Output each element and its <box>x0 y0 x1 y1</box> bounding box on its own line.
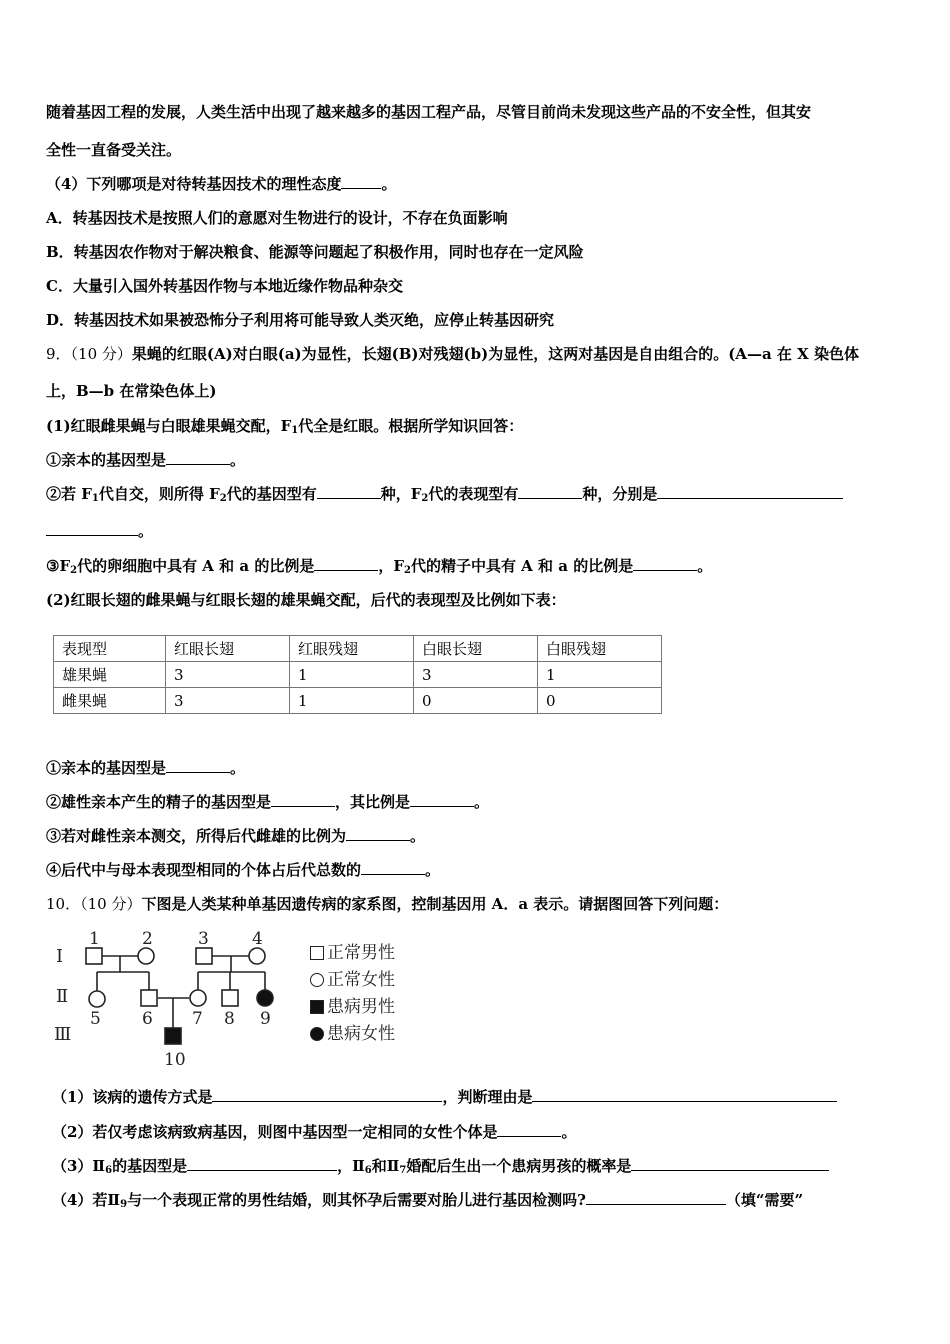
q9-part2-sub2 <box>46 792 906 812</box>
period: 。 <box>425 861 441 879</box>
q9-t3-text: ③若对雌性亲本测交，所得后代雌雄的比例为 <box>46 827 347 845</box>
q9-sub2-text-d: 种，F <box>380 485 422 503</box>
legend-item <box>310 940 395 967</box>
table-header-cell: 红眼残翅 <box>290 636 414 662</box>
answer-blank[interactable] <box>271 792 335 807</box>
subscript: 6 <box>105 1165 113 1176</box>
legend-item <box>310 994 395 1021</box>
table-row <box>54 662 662 688</box>
q9-sub1-text: ①亲本的基因型是 <box>46 451 167 469</box>
individual-label: 7 <box>192 1009 203 1029</box>
affected-female-symbol <box>257 990 273 1006</box>
normal-female-symbol <box>138 948 154 964</box>
normal-male-icon <box>310 946 324 960</box>
table-header-cell: 红眼长翅 <box>166 636 290 662</box>
q9-t2-text-b: ，其比例是 <box>335 793 411 811</box>
individual-label: 9 <box>260 1009 271 1029</box>
subscript: 2 <box>403 565 411 576</box>
answer-blank[interactable] <box>518 484 582 499</box>
q10-a3-text-a: （3）Ⅱ <box>52 1157 106 1175</box>
q4-option-a: A．转基因技术是按照人们的意愿对生物进行的设计，不存在负面影响 <box>46 209 508 227</box>
q10-a3-text-c: ，Ⅱ <box>337 1157 365 1175</box>
answer-blank[interactable] <box>633 556 697 571</box>
generation-label: Ⅰ <box>56 946 64 967</box>
table-header-cell: 白眼长翅 <box>414 636 538 662</box>
answer-blank[interactable] <box>586 1190 726 1205</box>
q9-stem-text: 果蝇的红眼(A)对白眼(a)为显性，长翅(B)对残翅(b)为显性，这两对基因是自由组合的。(A—a 在 X 染色体 <box>131 345 859 363</box>
answer-blank[interactable] <box>410 792 474 807</box>
q9-part2-sub4 <box>46 860 906 880</box>
period: 。 <box>230 451 246 469</box>
q10-a1-text-a: （1）该病的遗传方式是 <box>52 1088 213 1106</box>
q9-sub2-text-e: 代的表现型有 <box>428 485 519 503</box>
table-row <box>54 688 662 714</box>
affected-male-symbol <box>165 1028 181 1044</box>
pedigree-diagram <box>46 922 306 1072</box>
legend-label: 患病女性 <box>327 1024 395 1044</box>
individual-label: 10 <box>164 1050 186 1070</box>
q10-number: 10．（10 分） <box>46 895 142 913</box>
table-cell: 1 <box>290 688 414 714</box>
generation-label: Ⅲ <box>54 1024 72 1045</box>
q9-stem-line-2: 上，B—b 在常染色体上) <box>46 382 217 400</box>
q4-stem-text: （4）下列哪项是对待转基因技术的理性态度 <box>46 175 342 193</box>
q9-stem-line-1 <box>46 344 906 364</box>
subscript: 6 <box>364 1165 372 1176</box>
normal-male-symbol <box>222 990 238 1006</box>
subscript: 2 <box>421 493 429 504</box>
legend-label: 正常男性 <box>327 943 395 963</box>
q10-a3-text-d: 和Ⅱ <box>371 1157 400 1175</box>
q9-part1-text-a: (1)红眼雌果蝇与白眼雄果蝇交配，F <box>46 417 292 435</box>
subscript: 2 <box>70 565 78 576</box>
answer-blank[interactable] <box>46 521 138 536</box>
q10-sub1 <box>52 1087 912 1107</box>
q10-a4-text-a: （4）若Ⅱ <box>52 1191 121 1209</box>
normal-female-symbol <box>190 990 206 1006</box>
q4-stem <box>46 174 906 194</box>
table-cell: 0 <box>538 688 662 714</box>
generation-label: Ⅱ <box>56 986 69 1007</box>
table-cell: 1 <box>538 662 662 688</box>
q9-sub2-text-a: ②若 F <box>46 485 92 503</box>
q10-a2-text: （2）若仅考虑该病致病基因，则图中基因型一定相同的女性个体是 <box>52 1123 498 1141</box>
q9-sub2-text-b: 代自交，则所得 F <box>98 485 220 503</box>
q9-sub3-text-c: ，F <box>378 557 404 575</box>
q9-t1-text: ①亲本的基因型是 <box>46 759 167 777</box>
table-header-cell: 白眼残翅 <box>538 636 662 662</box>
normal-female-symbol <box>89 991 105 1007</box>
q10-a1-text-b: ，判断理由是 <box>442 1088 533 1106</box>
q9-sub3-text-a: ③F <box>46 557 71 575</box>
period: 。 <box>410 827 426 845</box>
normal-male-symbol <box>141 990 157 1006</box>
period: 。 <box>697 557 713 575</box>
q10-sub3 <box>52 1156 912 1181</box>
intro-line-1: 随着基因工程的发展，人类生活中出现了越来越多的基因工程产品，尽管目前尚未发现这些产品的不安全性，但其安 <box>46 103 812 121</box>
q9-t2-text-a: ②雄性亲本产生的精子的基因型是 <box>46 793 272 811</box>
q9-part1-sub1 <box>46 450 906 470</box>
q9-sub2-text-f: 种，分别是 <box>582 485 658 503</box>
period: 。 <box>561 1123 577 1141</box>
legend-item <box>310 967 395 994</box>
normal-female-symbol <box>249 948 265 964</box>
q9-part1-sub3 <box>46 556 906 581</box>
table-cell: 3 <box>166 688 290 714</box>
table-cell: 1 <box>290 662 414 688</box>
normal-male-symbol <box>86 948 102 964</box>
pedigree-legend <box>310 940 395 1048</box>
q9-part2-intro: (2)红眼长翅的雌果蝇与红眼长翅的雄果蝇交配，后代的表现型及比例如下表： <box>46 591 566 609</box>
answer-blank[interactable] <box>212 1087 442 1102</box>
q4-option-b: B．转基因农作物对于解决粮食、能源等问题起了积极作用，同时也存在一定风险 <box>46 243 584 261</box>
answer-blank[interactable] <box>166 758 230 773</box>
answer-blank[interactable] <box>631 1156 829 1171</box>
q9-part1-intro <box>46 416 906 441</box>
legend-label: 正常女性 <box>327 970 395 990</box>
period: 。 <box>230 759 246 777</box>
period: 。 <box>474 793 490 811</box>
legend-item <box>310 1021 395 1048</box>
q9-part1-sub2-cont <box>46 521 906 541</box>
table-cell: 0 <box>414 688 538 714</box>
answer-blank[interactable] <box>657 484 843 499</box>
answer-blank[interactable] <box>166 450 230 465</box>
q10-a3-text-b: 的基因型是 <box>112 1157 188 1175</box>
q4-stem-end: 。 <box>381 175 397 193</box>
table-header-cell: 表现型 <box>54 636 166 662</box>
q9-t4-text: ④后代中与母本表现型相同的个体占后代总数的 <box>46 861 362 879</box>
period: 。 <box>138 522 154 540</box>
q10-stem-text: 下图是人类某种单基因遗传病的家系图，控制基因用 A．a 表示。请据图回答下列问题： <box>141 895 729 913</box>
individual-label: 3 <box>198 929 209 949</box>
q9-sub3-text-b: 代的卵细胞中具有 A 和 a 的比例是 <box>77 557 315 575</box>
answer-blank[interactable] <box>361 860 425 875</box>
individual-label: 1 <box>89 929 100 949</box>
individual-label: 4 <box>252 929 263 949</box>
answer-blank[interactable] <box>532 1087 837 1102</box>
q9-sub2-text-c: 代的基因型有 <box>226 485 317 503</box>
phenotype-table <box>53 635 662 714</box>
q4-option-d: D．转基因技术如果被恐怖分子利用将可能导致人类灭绝，应停止转基因研究 <box>46 311 555 329</box>
subscript: 2 <box>219 493 227 504</box>
q4-option-c: C．大量引入国外转基因作物与本地近缘作物品种杂交 <box>46 277 403 295</box>
table-cell: 3 <box>414 662 538 688</box>
normal-male-symbol <box>196 948 212 964</box>
q10-a3-text-e: 婚配后生出一个患病男孩的概率是 <box>406 1157 632 1175</box>
subscript: 7 <box>399 1165 407 1176</box>
table-header-row <box>54 636 662 662</box>
subscript: 9 <box>120 1199 128 1210</box>
individual-label: 6 <box>142 1009 153 1029</box>
answer-blank[interactable] <box>314 556 378 571</box>
normal-female-icon <box>310 973 324 987</box>
q10-sub4 <box>52 1190 912 1215</box>
table-cell: 3 <box>166 662 290 688</box>
individual-label: 5 <box>90 1009 101 1029</box>
q10-stem <box>46 894 906 914</box>
individual-label: 8 <box>224 1009 235 1029</box>
q9-part1-text-b: 代全是红眼。根据所学知识回答： <box>298 417 524 435</box>
q9-number: 9．（10 分） <box>46 345 132 363</box>
q10-a4-text-b: 与一个表现正常的男性结婚，则其怀孕后需要对胎儿进行基因检测吗? <box>127 1191 586 1209</box>
affected-male-icon <box>310 1000 324 1014</box>
table-cell: 雄果蝇 <box>54 662 166 688</box>
answer-blank[interactable] <box>346 826 410 841</box>
answer-blank[interactable] <box>187 1156 337 1171</box>
q9-part2-sub3 <box>46 826 906 846</box>
answer-blank[interactable] <box>497 1122 561 1137</box>
q9-part1-sub2 <box>46 484 906 509</box>
q9-part2-sub1 <box>46 758 906 778</box>
legend-label: 患病男性 <box>327 997 395 1017</box>
subscript: 1 <box>291 425 299 436</box>
intro-line-2: 全性一直备受关注。 <box>46 141 182 159</box>
q10-a4-text-c: （填“需要” <box>725 1191 804 1209</box>
answer-blank[interactable] <box>341 174 381 189</box>
individual-label: 2 <box>142 929 153 949</box>
answer-blank[interactable] <box>317 484 381 499</box>
q10-sub2 <box>52 1122 912 1142</box>
affected-female-icon <box>310 1027 324 1041</box>
table-cell: 雌果蝇 <box>54 688 166 714</box>
subscript: 1 <box>91 493 99 504</box>
q9-sub3-text-d: 代的精子中具有 A 和 a 的比例是 <box>410 557 634 575</box>
